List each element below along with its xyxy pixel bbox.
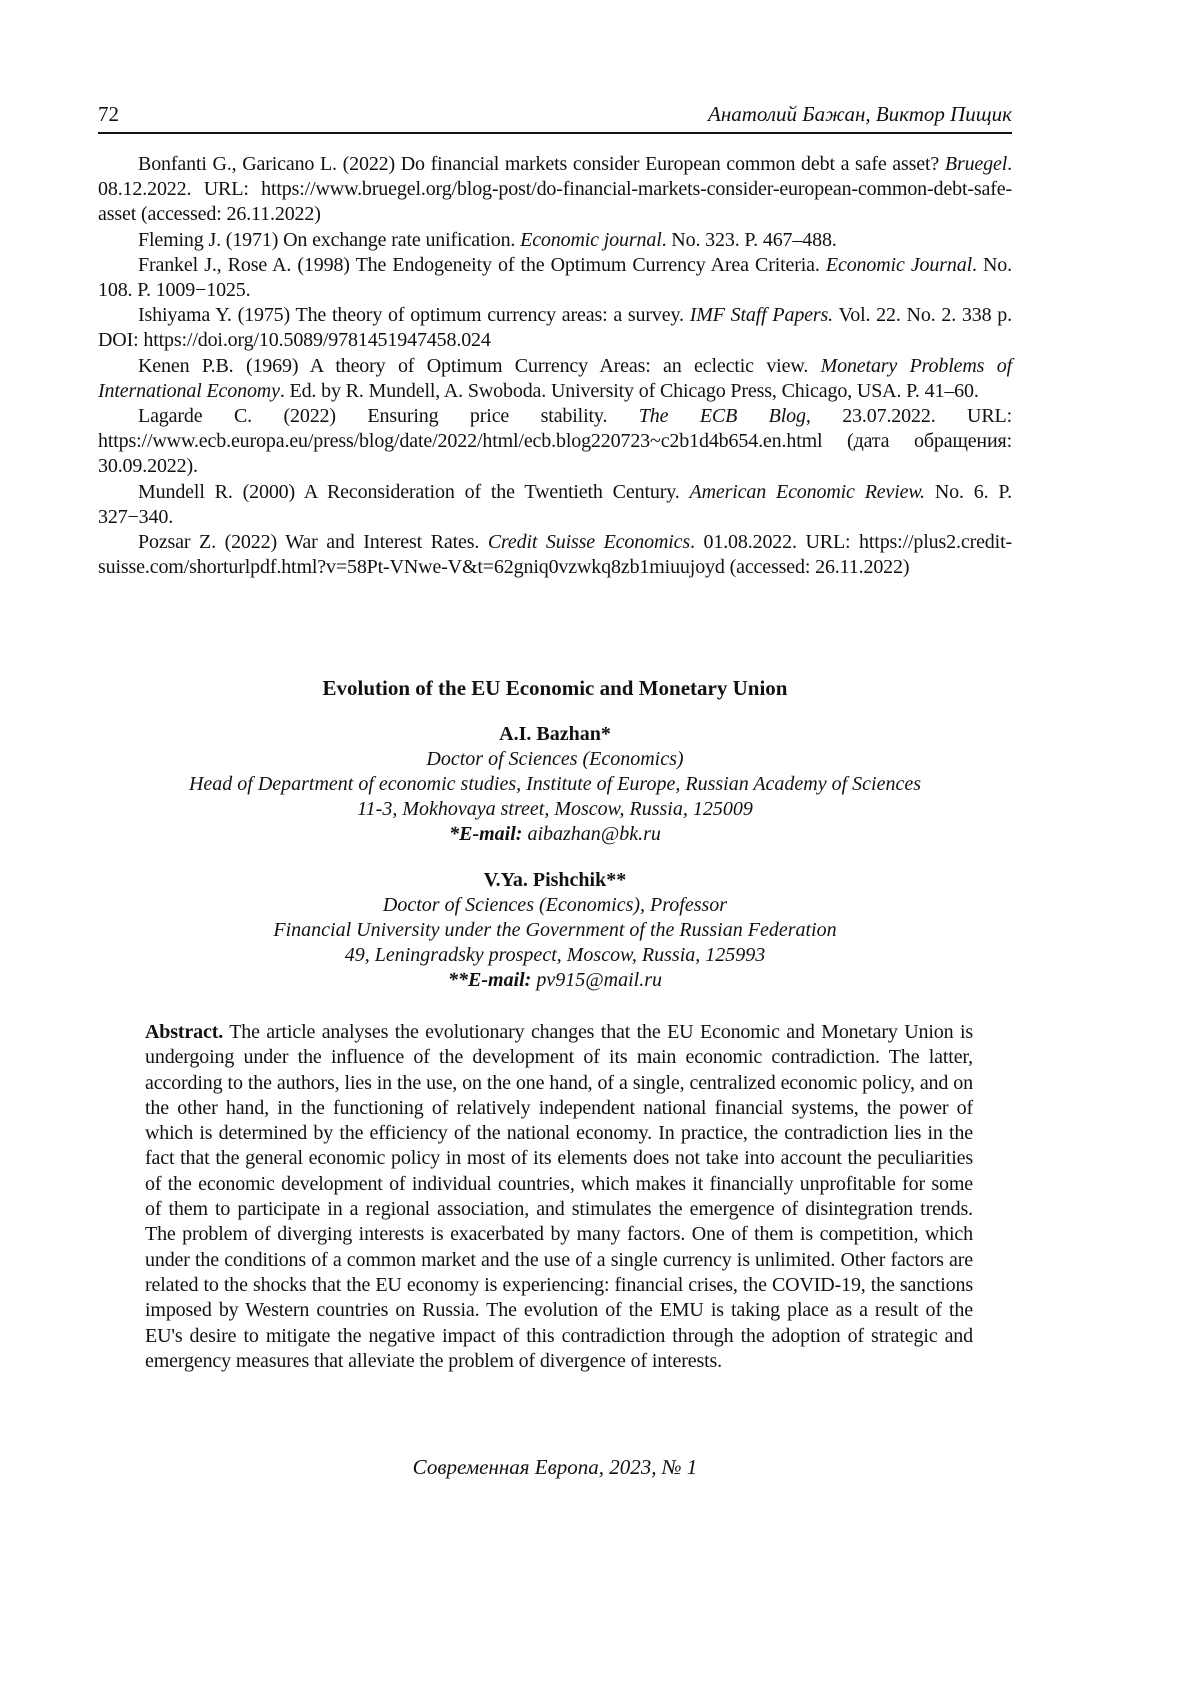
reference-item [98, 253, 1012, 303]
reference-text: , 23.07.2022. URL: https://www.ecb.europa.eu/press/blog/date/2022/html/ecb.blog220723~c2b1d4b654.en.html (дата обращения: 30.09.2022). [98, 405, 1012, 478]
reference-text: Bonfanti G., Garicano L. (2022) Do financial markets consider European common debt a safe asset? [138, 153, 945, 175]
author-position: Head of Department of economic studies, Institute of Europe, Russian Academy of Sciences [188, 773, 922, 795]
reference-item [98, 228, 1012, 253]
journal-footer: Современная Европа, 2023, № 1 [412, 1455, 698, 1479]
author-name: A.I. Bazhan* [499, 723, 611, 745]
reference-text: Frankel J., Rose A. (1998) The Endogeneity of the Optimum Currency Area Criteria. [138, 253, 826, 276]
author-email-line [98, 968, 1012, 993]
reference-item [98, 303, 1012, 353]
author-email[interactable]: aibazhan@bk.ru [527, 823, 661, 845]
reference-item [98, 404, 1012, 480]
author-block-2 [98, 868, 1012, 993]
reference-item [98, 480, 1012, 530]
reference-source: Economic journal [520, 228, 662, 251]
running-title: Анатолий Бажан, Виктор Пищик [708, 102, 1012, 126]
reference-text: Kenen P.B. (1969) A theory of Optimum Currency Areas: an eclectic view. [138, 354, 821, 377]
reference-text: . Ed. by R. Mundell, A. Swoboda. University of Chicago Press, Chicago, USA. P. 41–60. [279, 379, 979, 402]
author-degree: Doctor of Sciences (Economics), Professor [382, 894, 728, 916]
reference-text: Ishiyama Y. (1975) The theory of optimum currency areas: a survey. [138, 304, 690, 327]
author-email-line [98, 822, 1012, 847]
reference-source: The ECB Blog [638, 405, 806, 428]
reference-text: No. 6. P. 327−340. [98, 480, 1012, 528]
article-title: Evolution of the EU Economic and Monetary Union [322, 676, 788, 700]
author-position: Financial University under the Government of the Russian Federation [273, 919, 837, 941]
reference-text: . No. 108. P. 1009−1025. [98, 253, 1012, 302]
email-label: *E-mail: [449, 823, 523, 845]
reference-source: Bruegel [944, 153, 1008, 175]
email-label: **E-mail: [448, 969, 532, 991]
reference-source: Monetary Problems of International Economy [98, 354, 1012, 402]
page-number: 72 [98, 102, 119, 126]
reference-text: Mundell R. (2000) A Reconsideration of the Twentieth Century. [138, 480, 690, 503]
reference-text: . No. 323. P. 467–488. [661, 228, 837, 251]
author-email[interactable]: pv915@mail.ru [536, 969, 662, 991]
author-name: V.Ya. Pishchik** [483, 869, 627, 891]
reference-text: Lagarde C. (2022) Ensuring price stability. [138, 405, 639, 428]
reference-text: Vol. 22. No. 2. 338 p. DOI: https://doi.org/10.5089/9781451947458.024 [98, 304, 1012, 352]
reference-text: . 01.08.2022. URL: https://plus2.credit-suisse.com/shorturlpdf.html?v=58Pt-VNwe-V&t=62gniq0vzwkq8zb1miuujoyd (accessed: 26.11.2022) [98, 531, 1012, 579]
author-block-1 [98, 722, 1012, 847]
reference-list [98, 152, 1012, 580]
reference-text: Pozsar Z. (2022) War and Interest Rates. [138, 531, 488, 554]
reference-item [98, 530, 1012, 580]
author-address: 49, Leningradsky prospect, Moscow, Russia, 125993 [344, 944, 766, 966]
reference-item [98, 354, 1012, 404]
reference-text: Fleming J. (1971) On exchange rate unification. [138, 228, 521, 251]
reference-source: Credit Suisse Economics [487, 531, 691, 554]
abstract [145, 1020, 973, 1374]
author-degree: Doctor of Sciences (Economics) [426, 748, 684, 770]
reference-source: IMF Staff Papers. [689, 304, 834, 327]
abstract-text: The article analyses the evolutionary changes that the EU Economic and Monetary Union is undergoing under the influence of the development of its main economic contradiction. The latter, according to the authors, lies in the use, on the one hand, of a single, centralized economic policy, and on the other hand, in the functioning of relatively independent national financial systems, the power of which is determined by the efficiency of the national economy. In practice, the contradiction lies in the fact that the general economic policy in most of its elements does not take into account the peculiarities of the economic development of individual countries, which makes it financially unprofitable for some of them to participate in a regional association, and stimulates the emergence of disintegration trends. The problem of diverging interests is exacerbated by many factors. One of them is competition, which under the conditions of a common market and the use of a single currency is unlimited. Other factors are related to the shocks that the EU economy is experiencing: financial crises, the COVID-19, the sanctions imposed by Western countries on Russia. The evolution of the EMU is taking place as a result of the EU's desire to mitigate the negative impact of this contradiction through the adoption of strategic and emergency measures that alleviate the problem of divergence of interests. [145, 1021, 973, 1372]
reference-source: Economic Journal [825, 253, 972, 276]
page-header [98, 98, 1012, 134]
author-address: 11-3, Mokhovaya street, Moscow, Russia, 125009 [357, 798, 753, 820]
abstract-label: Abstract. [145, 1021, 224, 1043]
reference-text: . 08.12.2022. URL: https://www.bruegel.org/blog-post/do-financial-markets-consider-european-common-debt-safe-asset (accessed: 26.11.2022) [98, 153, 1012, 226]
reference-source: American Economic Review. [689, 480, 925, 503]
reference-item [98, 152, 1012, 228]
